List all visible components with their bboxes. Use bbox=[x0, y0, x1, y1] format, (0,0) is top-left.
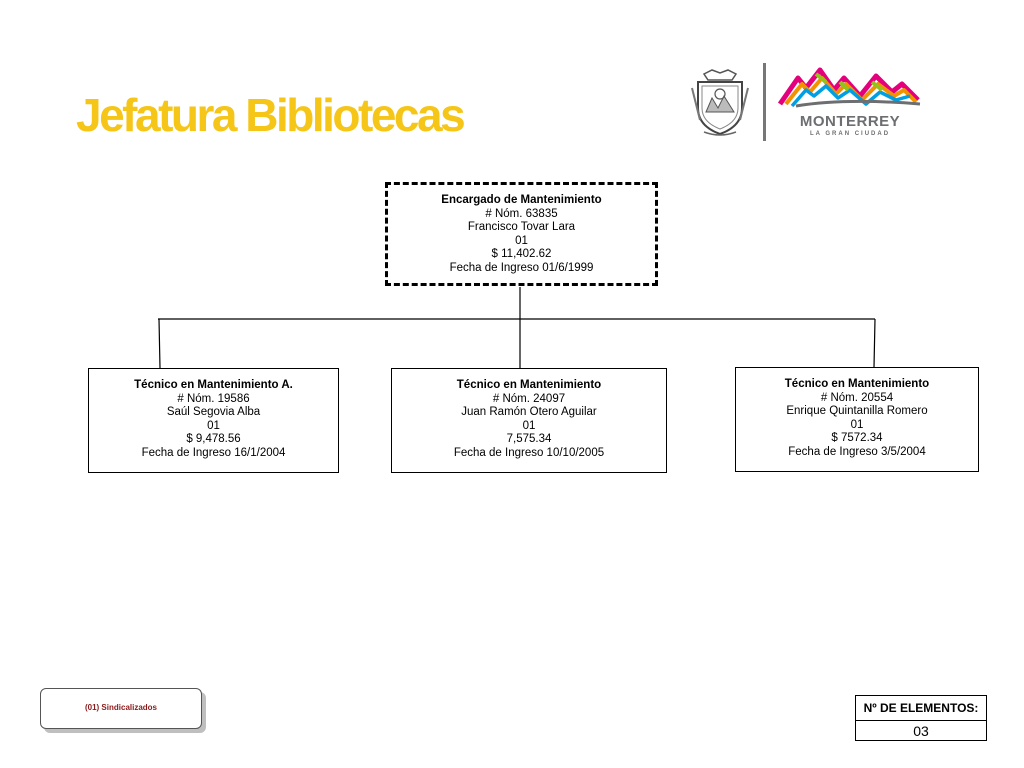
node-level: 01 bbox=[515, 234, 528, 247]
node-hire-date: Fecha de Ingreso 16/1/2004 bbox=[141, 446, 286, 459]
org-node-subordinate bbox=[735, 367, 979, 472]
node-name: Enrique Quintanilla Romero bbox=[786, 405, 928, 418]
connector-left bbox=[159, 319, 160, 368]
org-node-subordinate bbox=[391, 368, 667, 473]
node-hire-date: Fecha de Ingreso 3/5/2004 bbox=[788, 445, 926, 458]
element-count-value: 03 bbox=[913, 723, 929, 739]
page-title: Jefatura Bibliotecas bbox=[76, 89, 464, 141]
node-name: Juan Ramón Otero Aguilar bbox=[461, 406, 597, 419]
node-role: Técnico en Mantenimiento bbox=[784, 378, 930, 390]
org-node-subordinate bbox=[88, 368, 339, 473]
org-node-head bbox=[385, 182, 658, 286]
node-role: Técnico en Mantenimiento bbox=[456, 379, 602, 391]
node-nomina: # Nóm. 19586 bbox=[177, 392, 250, 405]
node-nomina: # Nóm. 63835 bbox=[485, 207, 558, 220]
monterrey-tagline: LA GRAN CIUDAD bbox=[809, 131, 891, 137]
node-role: Encargado de Mantenimiento bbox=[441, 194, 602, 206]
node-name: Saúl Segovia Alba bbox=[166, 406, 261, 419]
node-salary: 7,575.34 bbox=[506, 433, 552, 446]
node-level: 01 bbox=[207, 419, 220, 432]
node-salary: $ 9,478.56 bbox=[186, 433, 241, 446]
node-hire-date: Fecha de Ingreso 10/10/2005 bbox=[453, 446, 605, 459]
connector-right bbox=[874, 319, 875, 367]
node-salary: $ 7572.34 bbox=[831, 432, 883, 445]
node-nomina: # Nóm. 24097 bbox=[492, 392, 566, 405]
node-level: 01 bbox=[522, 419, 536, 432]
node-role: Técnico en Mantenimiento A. bbox=[134, 379, 293, 391]
element-count-box bbox=[855, 695, 987, 741]
node-hire-date: Fecha de Ingreso 01/6/1999 bbox=[449, 261, 594, 274]
node-nomina: # Nóm. 20554 bbox=[820, 391, 894, 404]
monterrey-wordmark: MONTERREY bbox=[799, 113, 901, 130]
node-name: Francisco Tovar Lara bbox=[467, 221, 576, 234]
node-salary: $ 11,402.62 bbox=[491, 248, 552, 261]
legend-label: (01) Sindicalizados bbox=[84, 703, 158, 712]
legend-box bbox=[40, 688, 202, 729]
element-count-label: Nº DE ELEMENTOS: bbox=[856, 696, 986, 721]
node-level: 01 bbox=[850, 418, 864, 431]
